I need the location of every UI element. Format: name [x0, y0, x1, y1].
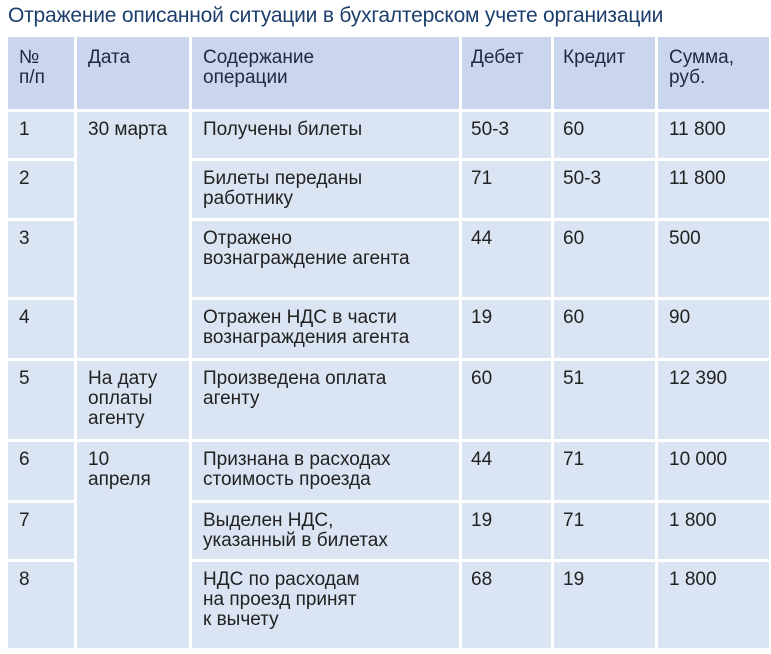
- header-num: № п/п: [8, 37, 74, 109]
- row-4-credit-cell: 60: [554, 300, 655, 358]
- row-4-content-cell: Отражен НДС в части вознаграждения агента: [192, 300, 459, 358]
- row-3-num-cell: 3: [8, 221, 74, 297]
- row-2-num-cell: 2: [8, 161, 74, 218]
- row-1-credit-cell: 60: [554, 112, 655, 158]
- row-5-credit-cell: 51: [554, 361, 655, 439]
- row-7-credit-cell: 71: [554, 503, 655, 559]
- date-cell-april-10: 10 апреля: [77, 442, 189, 648]
- row-3-credit-cell: 60: [554, 221, 655, 297]
- row-1-debit-cell: 50-3: [462, 112, 551, 158]
- row-6-num-cell: 6: [8, 442, 74, 500]
- row-1-sum-cell: 11 800: [658, 112, 769, 158]
- row-8-content-cell: НДС по расходам на проезд принят к вычету: [192, 562, 459, 648]
- row-6-sum-cell: 10 000: [658, 442, 769, 500]
- row-7-debit-cell: 19: [462, 503, 551, 559]
- row-3-debit-cell: 44: [462, 221, 551, 297]
- row-4-debit-cell: 19: [462, 300, 551, 358]
- row-5-content-cell: Произведена оплата агенту: [192, 361, 459, 439]
- row-7-sum-cell: 1 800: [658, 503, 769, 559]
- row-2-content-cell: Билеты переданы работнику: [192, 161, 459, 218]
- row-6-credit-cell: 71: [554, 442, 655, 500]
- row-8-debit-cell: 68: [462, 562, 551, 648]
- row-4-sum-cell: 90: [658, 300, 769, 358]
- row-3-sum-cell: 500: [658, 221, 769, 297]
- row-2-credit-cell: 50-3: [554, 161, 655, 218]
- row-6-debit-cell: 44: [462, 442, 551, 500]
- date-cell-march-30: 30 марта: [77, 112, 189, 358]
- row-2-debit-cell: 71: [462, 161, 551, 218]
- row-1-content-cell: Получены билеты: [192, 112, 459, 158]
- row-7-content-cell: Выделен НДС, указанный в билетах: [192, 503, 459, 559]
- row-7-num-cell: 7: [8, 503, 74, 559]
- row-3-content-cell: Отражено вознаграждение агента: [192, 221, 459, 297]
- header-date: Дата: [77, 37, 189, 109]
- row-6-content-cell: Признана в расходах стоимость проезда: [192, 442, 459, 500]
- header-sum: Сумма, руб.: [658, 37, 769, 109]
- date-cell-payment: На дату оплаты агенту: [77, 361, 189, 439]
- row-8-credit-cell: 19: [554, 562, 655, 648]
- row-2-sum-cell: 11 800: [658, 161, 769, 218]
- row-4-num-cell: 4: [8, 300, 74, 358]
- header-debit: Дебет: [462, 37, 551, 109]
- row-8-num-cell: 8: [8, 562, 74, 648]
- accounting-table: [8, 37, 769, 648]
- row-5-debit-cell: 60: [462, 361, 551, 439]
- header-credit: Кредит: [554, 37, 655, 109]
- row-5-num-cell: 5: [8, 361, 74, 439]
- document-title: Отражение описанной ситуации в бухгалтерском учете организации: [8, 4, 664, 27]
- row-1-num-cell: 1: [8, 112, 74, 158]
- row-5-sum-cell: 12 390: [658, 361, 769, 439]
- row-8-sum-cell: 1 800: [658, 562, 769, 648]
- header-content: Содержание операции: [192, 37, 459, 109]
